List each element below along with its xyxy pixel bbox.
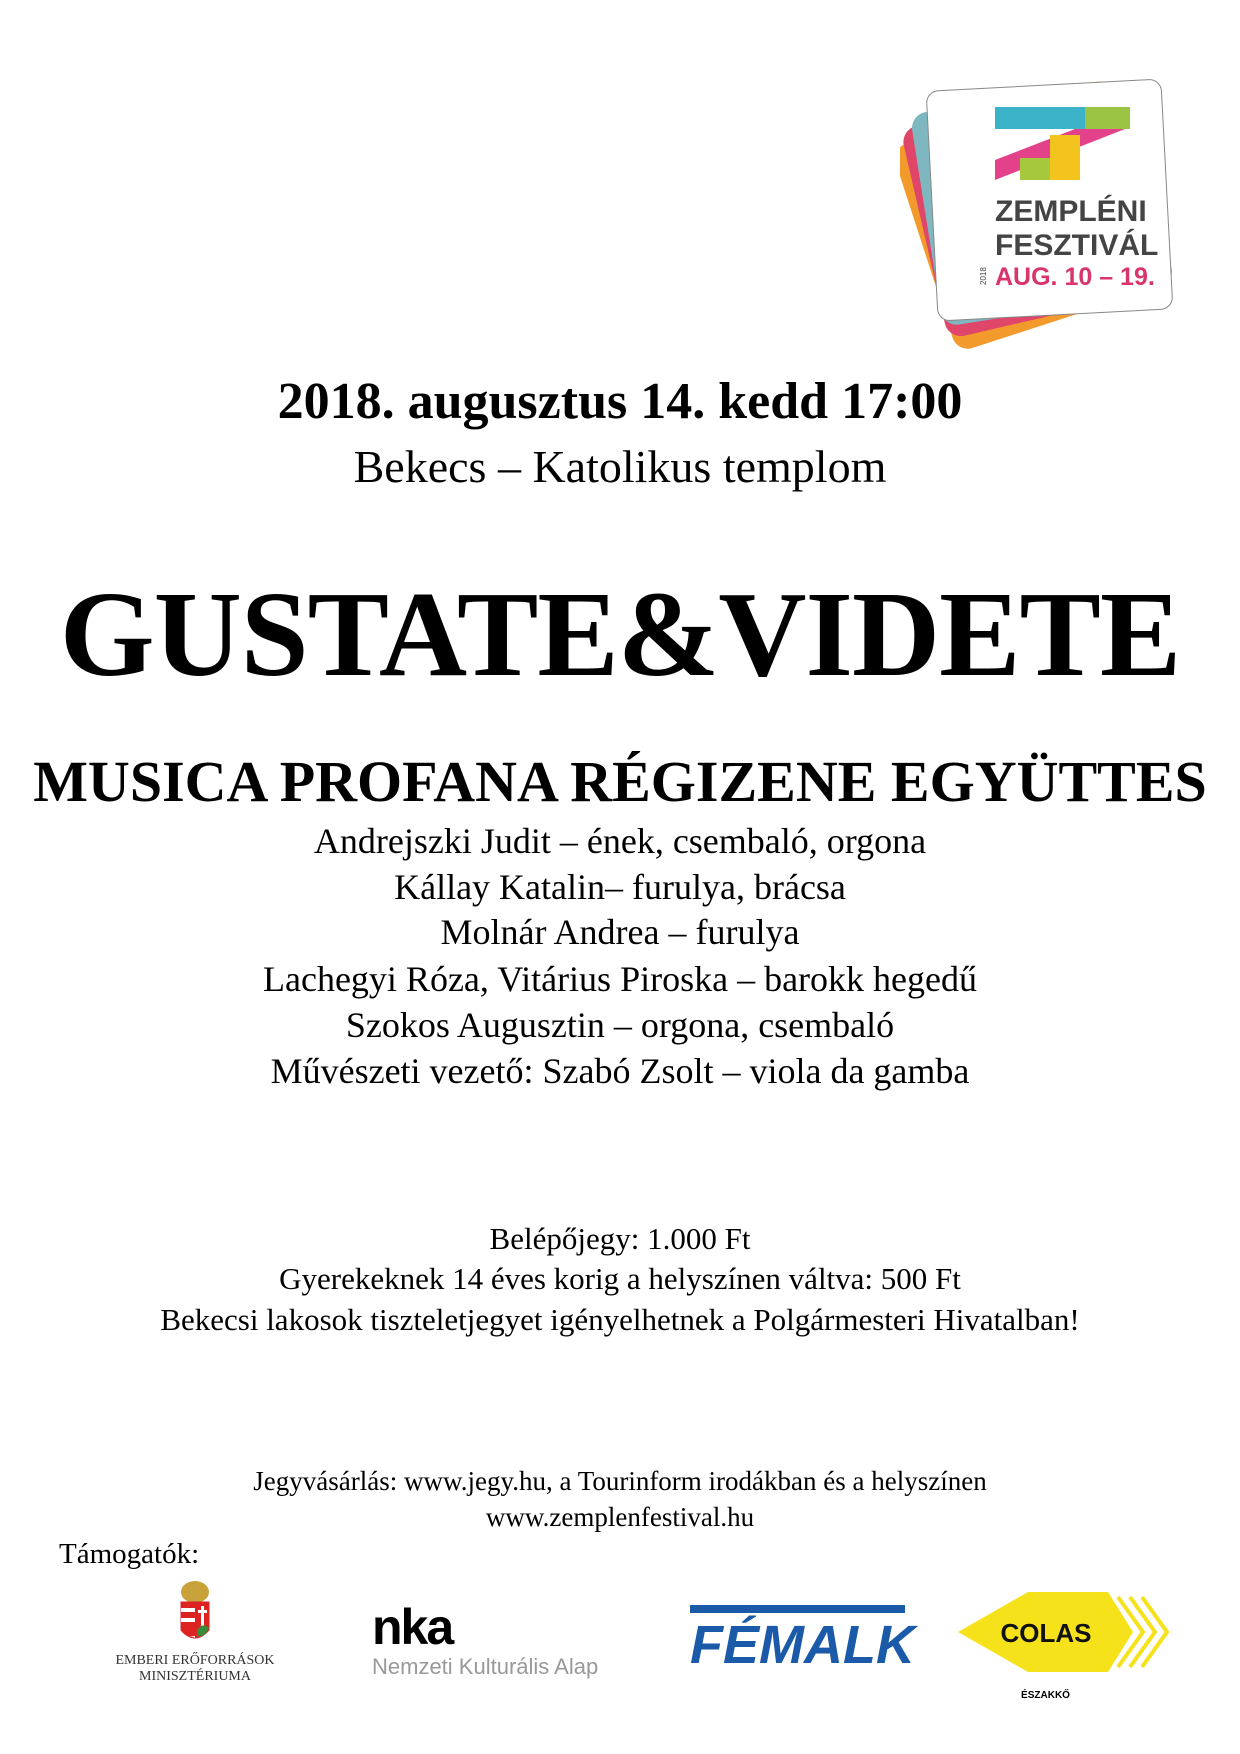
event-datetime: 2018. augusztus 14. kedd 17:00 [277, 373, 963, 430]
nka-logo [372, 1600, 662, 1680]
member-line: Molnár Andrea – furulya [440, 912, 800, 952]
member-line: Kállay Katalin– furulya, brácsa [394, 867, 846, 907]
logo-year: 2018 [979, 267, 988, 285]
event-title: GUSTATE&VIDETE [59, 567, 1181, 702]
femalk-logo [690, 1605, 915, 1677]
nka-mark: nka [372, 1599, 453, 1655]
colas-logo [958, 1592, 1188, 1702]
zempleni-fesztival-logo [900, 35, 1190, 365]
event-venue: Bekecs – Katolikus templom [353, 441, 887, 492]
member-line: Lachegyi Róza, Vitárius Piroska – barokk hegedű [263, 959, 977, 999]
sponsors-label: Támogatók: [59, 1538, 200, 1570]
logo-dates: AUG. 10 – 19. [995, 263, 1155, 291]
logo-line1: ZEMPLÉNI [995, 195, 1147, 228]
resident-ticket-note: Bekecsi lakosok tiszteletjegyet igényelhetnek a Polgármesteri Hivatalban! [160, 1302, 1080, 1337]
logo-line2: FESZTIVÁL [995, 229, 1159, 262]
member-line: Szokos Augusztin – orgona, csembaló [345, 1005, 895, 1045]
festival-website[interactable]: www.zemplenfestival.hu [485, 1502, 755, 1532]
nka-name: Nemzeti Kulturális Alap [372, 1654, 599, 1679]
member-line: Művészeti vezető: Szabó Zsolt – viola da gamba [270, 1051, 970, 1091]
colas-sub: ÉSZAKKŐ [1021, 1690, 1070, 1701]
emmi-logo [85, 1578, 305, 1685]
child-ticket: Gyerekeknek 14 éves korig a helyszínen váltva: 500 Ft [279, 1261, 961, 1296]
coat-of-arms-icon [175, 1578, 215, 1648]
purchase-info: Jegyvásárlás: www.jegy.hu, a Tourinform irodákban és a helyszínen [253, 1466, 987, 1496]
emmi-name-2: MINISZTÉRIUMA [139, 1669, 251, 1684]
ticket-price: Belépőjegy: 1.000 Ft [489, 1221, 751, 1256]
member-line: Andrejszki Judit – ének, csembaló, orgona [313, 821, 927, 861]
ensemble-name: MUSICA PROFANA RÉGIZENE EGYÜTTES [33, 749, 1207, 814]
emmi-name-1: EMBERI ERŐFORRÁSOK [115, 1653, 275, 1668]
colas-mark: COLAS [1000, 1618, 1092, 1648]
colas-diamond-icon [958, 1592, 1188, 1677]
femalk-name: FÉMALK [690, 1615, 915, 1675]
